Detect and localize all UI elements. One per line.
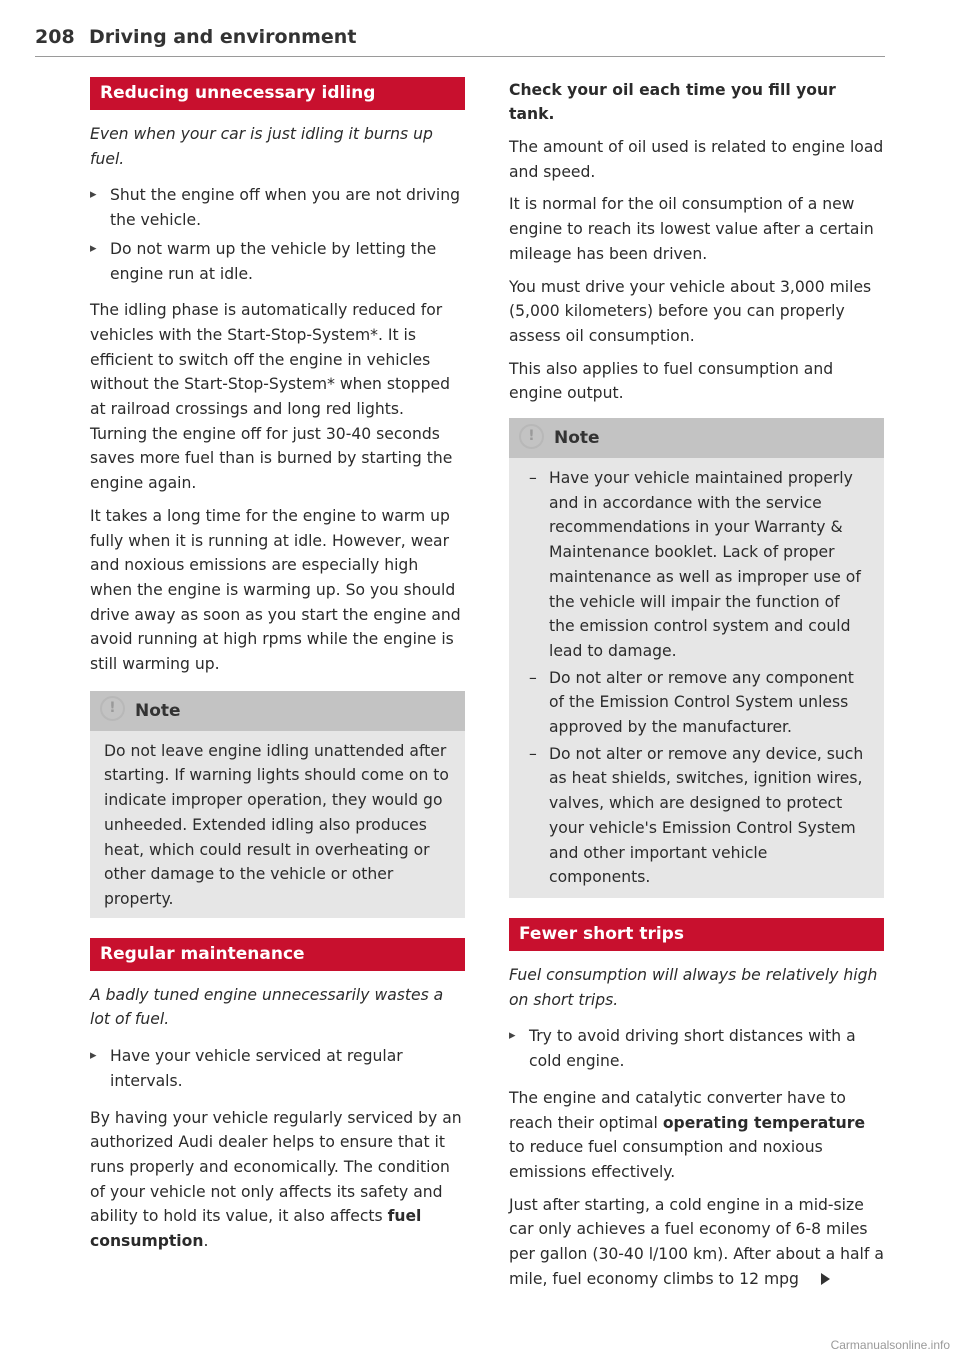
note-title: Note <box>135 700 181 721</box>
short-trips-text: The engine and catalytic converter have to reach their optimal <box>509 1088 846 1132</box>
note-header <box>509 418 884 458</box>
idling-bullet: ▸ Shut the engine off when you are not driving the vehicle. <box>90 183 465 232</box>
short-trips-bullet: ▸ Try to avoid driving short distances with a cold engine. <box>509 1024 884 1073</box>
note-title: Note <box>554 428 600 449</box>
oil-paragraph: It is normal for the oil consumption of a new engine to reach its lowest value after a certain mileage has been driven. <box>509 195 874 263</box>
short-trips-intro: Fuel consumption will always be relatively high on short trips. <box>509 965 878 1009</box>
short-trips-paragraph <box>509 1193 884 1292</box>
maintenance-period: . <box>203 1232 209 1251</box>
fuel-consumption-emphasis: fuel consumption <box>90 1207 422 1251</box>
maintenance-text: By having your vehicle regularly serviced by an authorized Audi dealer helps to ensure that it runs properly and economically. The condition of your vehicle not only affects its safety and ability to hold its value, it also affects <box>90 1108 462 1226</box>
section-title-short-trips: Fewer short trips <box>509 918 884 951</box>
note-box-idling <box>90 691 465 918</box>
short-trips-text: to reduce fuel consumption and noxious emissions effectively. <box>509 1138 823 1181</box>
caution-icon <box>100 696 125 721</box>
fuel-economy-text: Just after starting, a cold engine in a mid-size car only achieves a fuel economy of 6-8 miles per gallon (30-40 l/100 km). After about a half a mile, fuel economy climbs to 12 mpg <box>509 1195 884 1288</box>
caution-icon <box>519 424 544 449</box>
chapter-title: Driving and environment <box>89 26 357 48</box>
maintenance-intro: A badly tuned engine unnecessarily wastes a lot of fuel. <box>90 985 444 1029</box>
idling-bullet: ▸ Do not warm up the vehicle by letting the engine run at idle. <box>90 237 465 286</box>
maintenance-bullet: ▸ Have your vehicle serviced at regular intervals. <box>90 1044 465 1093</box>
idling-intro: Even when your car is just idling it burns up fuel. <box>90 125 433 168</box>
oil-paragraph: The amount of oil used is related to engine load and speed. <box>509 138 884 181</box>
note-header <box>90 691 465 731</box>
note-list <box>509 458 884 898</box>
continue-arrow-icon <box>821 1273 830 1285</box>
note-list-item: – Do not alter or remove any component of the Emission Control System unless approved by the manufacturer. <box>523 666 870 740</box>
operating-temperature-emphasis: operating temperature <box>662 1113 866 1132</box>
note-text: Do not leave engine idling unattended after starting. If warning lights should come on to indicate improper operation, they would go unheeded. Extended idling also produces heat, which could result in overheating or other damage to the vehicle or other property. <box>104 741 449 908</box>
maintenance-paragraph <box>90 1106 465 1254</box>
page-number: 208 <box>35 26 75 48</box>
short-trips-paragraph <box>509 1086 884 1185</box>
note-box-emissions <box>509 418 884 898</box>
watermark: Carmanualsonline.info <box>830 1338 950 1352</box>
section-title-idling: Reducing unnecessary idling <box>90 77 465 110</box>
page-header <box>35 26 885 57</box>
right-column <box>509 77 884 1299</box>
idling-paragraph: The idling phase is automatically reduced for vehicles with the Start-Stop-System*. It is efficient to switch off the engine in vehicles without the Start-Stop-System* when stopped at railroad crossings and long red lights. Turning the engine off for just 30-40 seconds saves more fuel than is burned by starting the engine again. <box>90 301 453 493</box>
oil-check-heading: Check your oil each time you fill your tank. <box>509 81 836 123</box>
left-column <box>90 77 465 1262</box>
oil-paragraph: You must drive your vehicle about 3,000 miles (5,000 kilometers) before you can properly assess oil consumption. <box>509 277 872 345</box>
oil-paragraph: This also applies to fuel consumption and engine output. <box>509 359 834 403</box>
note-list-item: – Do not alter or remove any device, such as heat shields, switches, ignition wires, valves, which are designed to protect your vehicle's Emission Control System and other important vehicle components. <box>523 742 870 890</box>
note-list-item: – Have your vehicle maintained properly and in accordance with the service recommendations in your Warranty & Maintenance booklet. Lack of proper maintenance as well as improper use of the vehicle will impair the function of the emission control system and could lead to damage. <box>523 466 870 664</box>
section-title-maintenance: Regular maintenance <box>90 938 465 971</box>
idling-paragraph: It takes a long time for the engine to warm up fully when it is running at idle. However, wear and noxious emissions are especially high when the engine is warming up. So you should drive away as soon as you start the engine and avoid running at high rpms while the engine is still warming up. <box>90 506 461 674</box>
